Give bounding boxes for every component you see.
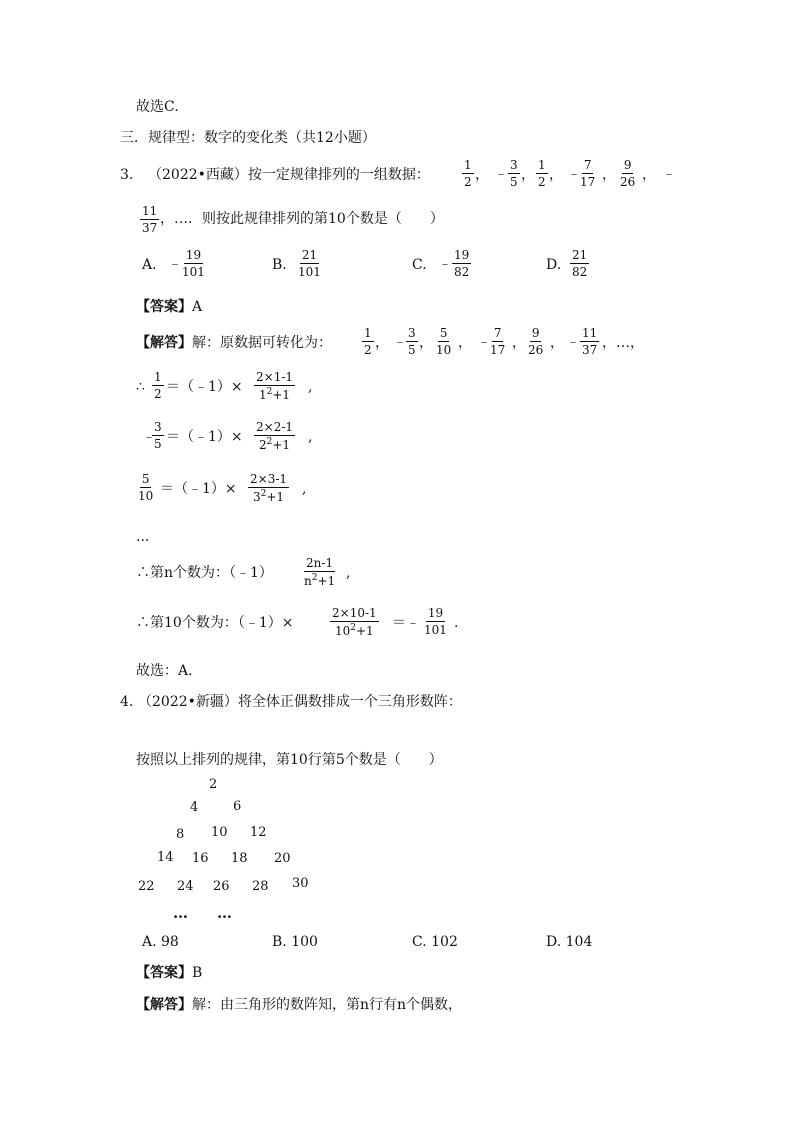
tri-cell: 16 — [192, 851, 209, 866]
q4-option-b: B. 100 — [272, 934, 318, 950]
tri-cell: 22 — [138, 879, 155, 894]
q3-conv-frac-2: $\frac{3}{5}$ — [408, 326, 416, 357]
q3-conv-frac-5: $\frac{9}{26}$ — [528, 326, 544, 357]
q3-seq-frac-3: $\frac{1}{2}$ — [538, 158, 546, 189]
q3-choose: 故选：A. — [136, 663, 193, 679]
tri-cell: 2 — [209, 777, 218, 792]
tri-cell: 10 — [211, 825, 228, 840]
q3-tenth-result: $\frac{19}{101}$ — [424, 606, 447, 637]
tri-cell: 24 — [177, 879, 194, 894]
q4-question: 按照以上排列的规律，第10行第5个数是（ ） — [136, 752, 443, 768]
q3-conv-frac-1: $\frac{1}{2}$ — [364, 326, 372, 357]
q3-step3-frac: $\frac{2\times 3-1}{3^2+1}$ — [250, 472, 288, 504]
q3-option-c-label: C. — [412, 257, 427, 273]
section-heading: 三．规律型：数字的变化类（共12小题） — [120, 130, 376, 146]
q3-seq-sign-2: ﹣ — [494, 166, 508, 182]
q3-step1-frac: $\frac{2\times 1-1}{1^2+1}$ — [256, 370, 294, 402]
q3-step3-lhs: $\frac{5}{10}$ — [138, 472, 154, 503]
tri-cell: 28 — [252, 879, 269, 894]
q3-option-b-label: B. — [272, 257, 287, 273]
q3-solution-intro: 【解答】解：原数据可转化为： — [136, 335, 332, 351]
q3-answer: 【答案】A — [136, 299, 203, 315]
q3-nth-label: ∴第n个数为：（﹣1） — [136, 565, 273, 581]
q3-option-a-frac: $\frac{19}{101}$ — [182, 248, 205, 279]
tri-cell: 12 — [250, 825, 267, 840]
q4-solution: 【解答】解：由三角形的数阵知，第n行有n个偶数， — [136, 997, 463, 1013]
q3-tenth-eq: ＝﹣ — [392, 615, 420, 631]
q3-option-d-frac: $\frac{21}{82}$ — [572, 248, 588, 279]
q3-tenth-label: ∴第10个数为：（﹣1）× — [136, 615, 294, 631]
q3-step3-mid: ＝（﹣1）× — [160, 481, 237, 497]
q3-seq-sign-4: ﹣ — [567, 166, 581, 182]
tri-dots: … — [217, 904, 232, 922]
q3-conv-frac-4: $\frac{7}{17}$ — [490, 326, 506, 357]
q3-step1-lhs: $\frac{1}{2}$ — [154, 370, 162, 401]
q4-answer: 【答案】B — [136, 965, 203, 981]
q4-source: （2022•新疆）将全体正偶数排成一个三角形数阵： — [138, 694, 462, 710]
q4-number: 4. — [120, 694, 134, 710]
q3-step2-lhs: $\frac{3}{5}$ — [154, 420, 162, 451]
q3-seq-frac-1: $\frac{1}{2}$ — [464, 158, 472, 189]
prev-answer-choice: 故选C. — [136, 99, 179, 115]
q4-option-d: D. 104 — [546, 934, 593, 950]
q3-step2-mid: ＝（﹣1）× — [166, 429, 243, 445]
q3-seq-frac-2: $\frac{3}{5}$ — [510, 158, 518, 189]
q3-dots: ... — [136, 529, 150, 545]
tri-cell: 8 — [176, 827, 185, 842]
q4-option-c: C. 102 — [412, 934, 458, 950]
q3-tenth-frac: $\frac{2\times 10-1}{10^2+1}$ — [332, 606, 377, 638]
q3-seq-frac-5: $\frac{9}{26}$ — [620, 158, 636, 189]
q3-option-c-frac: $\frac{19}{82}$ — [454, 248, 470, 279]
tri-cell: 6 — [233, 799, 242, 814]
q3-question-text: ，…．则按此规律排列的第10个数是（ ） — [160, 211, 444, 227]
q3-conv-ellipsis: ，…， — [602, 335, 644, 351]
q4-option-a: A. 98 — [142, 934, 179, 950]
tri-cell: 26 — [213, 879, 230, 894]
tri-dots: … — [173, 904, 188, 922]
q3-seq-frac-4: $\frac{7}{17}$ — [580, 158, 596, 189]
tri-cell: 20 — [274, 851, 291, 866]
therefore-symbol-1: ∴ — [136, 379, 145, 395]
q3-number: 3. — [120, 167, 134, 183]
q3-option-b-frac: $\frac{21}{101}$ — [298, 248, 321, 279]
q3-seq-frac-6: $\frac{11}{37}$ — [142, 204, 158, 235]
tri-cell: 14 — [157, 850, 174, 865]
q3-nth-frac: $\frac{2n-1}{n^2+1}$ — [304, 556, 336, 588]
tri-cell: 18 — [231, 851, 248, 866]
q3-conv-frac-3: $\frac{5}{10}$ — [436, 326, 452, 357]
tri-cell: 30 — [292, 876, 309, 891]
q3-step1-mid: ＝（﹣1）× — [166, 379, 243, 395]
q3-seq-sign-6: ﹣ — [662, 166, 676, 182]
q3-conv-frac-6: $\frac{11}{37}$ — [582, 326, 598, 357]
q3-option-a-label: A. — [142, 257, 157, 273]
q3-option-d-label: D. — [546, 257, 562, 273]
q3-step2-frac: $\frac{2\times 2-1}{2^2+1}$ — [256, 420, 294, 452]
document-page: 故选C. 三．规律型：数字的变化类（共12小题） 3. （2022•西藏）按一定规律排列的一组数据： $\frac{1}{2}$ ， ﹣ $\frac{3}{5}$ ， $\frac{1}{2}$ ， ﹣ $\frac{7}{17}$ ， $\frac{9}{26}$ ， ﹣ $\frac{11}{37}$ ，…．则按此规律排列的第10个数是（ ） A. ﹣ $\frac{19}{101}$ B. $\frac{21}{101}$ C. ﹣ $\frac{19}{82}$ D. $\frac{21}{82}$ 【答案】A 【解答】解：原数据可转化为： $\frac{1}{2}$ ， ﹣ $\frac{3}{5}$ ， $\frac{5}{10}$ ， ﹣ $\frac{7}{17}$ ， $\frac{9}{26}$ ， ﹣ $\frac{11}{37}$ ，…， ∴ $\frac{1}{2}$ ＝（﹣1）× $\frac{2\times 1-1}{1^2+1}$ , ﹣ $\frac{3}{5}$ ＝（﹣1）× $\frac{2\times 2-1}{2^2+1}$ , $\frac{5}{10}$ ＝（﹣1）× $\frac{2\times 3-1}{3^2+1}$ , ... ∴第n个数为：（﹣1） $\frac{2n-1}{n^2+1}$ , ∴第10个数为：（﹣1）× $\frac{2\times 10-1}{10^2+1}$ ＝﹣ $\frac{19}{101}$ . 故选：A. 4. （2022•新疆）将全体正偶数排成一个三角形数阵： 按照以上排列的规律，第10行第5个数是（ ） 2 4 6 8 10 12 14 16 18 20 22 24 26 28 30 … … A. 98 B. 100 C. 102 D. 104 【答案】B 【解答】解：由三角形的数阵知，第n行有n个偶数， — [120, 99, 676, 1013]
tri-cell: 4 — [190, 800, 199, 815]
q3-source: （2022•西藏）按一定规律排列的一组数据： — [148, 167, 430, 183]
